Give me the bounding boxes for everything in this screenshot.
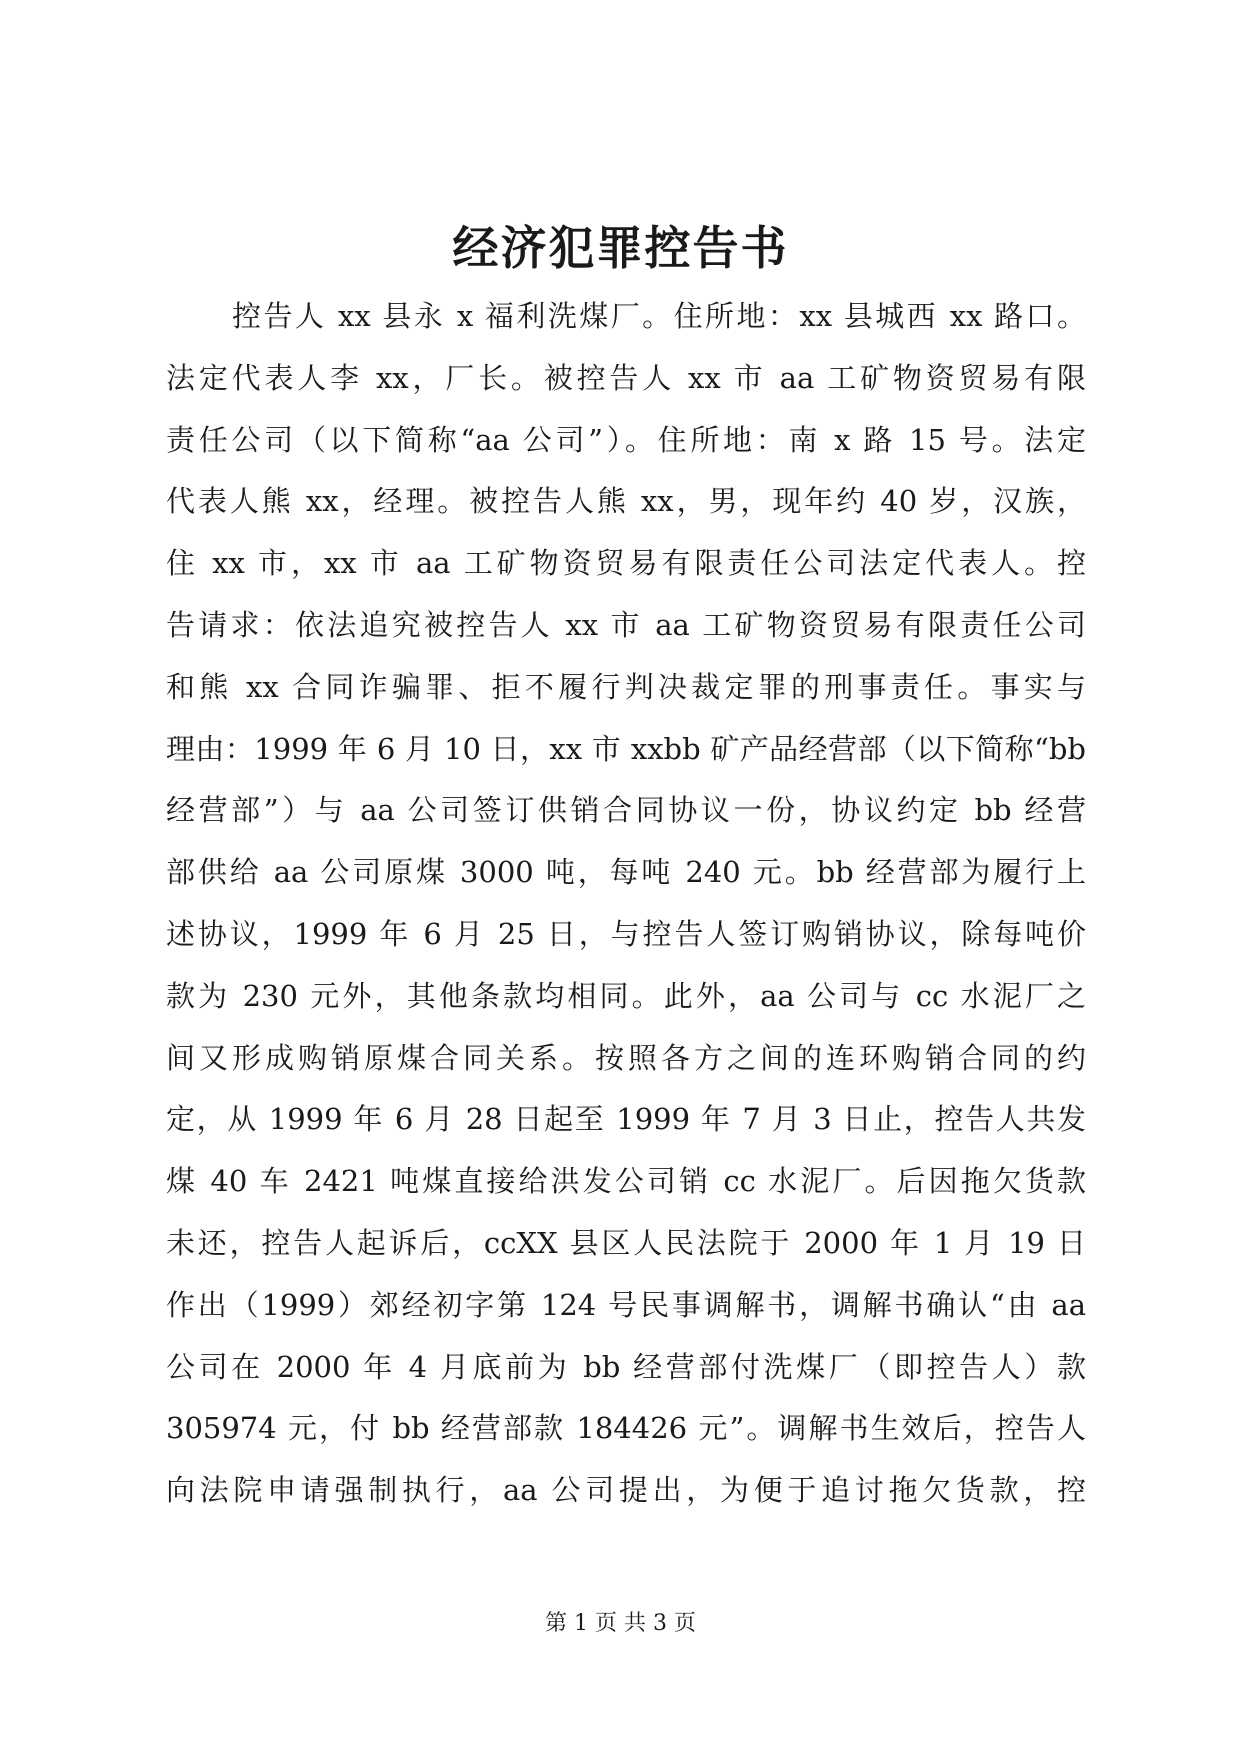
body-line: 定，从 1999 年 6 月 28 日起至 1999 年 7 月 3 日止，控告人共发	[166, 1102, 1086, 1137]
body-line: 理由：1999 年 6 月 10 日，xx 市 xxbb 矿产品经营部（以下简称“bb	[166, 731, 1086, 766]
body-line: 经营部”）与 aa 公司签订供销合同协议一份，协议约定 bb 经营	[166, 793, 1086, 828]
body-line: 间又形成购销原煤合同关系。按照各方之间的连环购销合同的约	[166, 1040, 1086, 1075]
body-line: 未还，控告人起诉后，ccXX 县区人民法院于 2000 年 1 月 19 日	[166, 1225, 1086, 1260]
body-line: 代表人熊 xx，经理。被控告人熊 xx，男，现年约 40 岁，汉族，	[166, 484, 1086, 519]
body-line: 作出（1999）郊经初字第 124 号民事调解书，调解书确认“由 aa	[166, 1287, 1086, 1322]
body-line: 公司在 2000 年 4 月底前为 bb 经营部付洗煤厂（即控告人）款	[166, 1349, 1086, 1384]
body-line: 述协议，1999 年 6 月 25 日，与控告人签订购销协议，除每吨价	[166, 916, 1086, 951]
document-body	[166, 285, 1086, 1521]
body-line: 部供给 aa 公司原煤 3000 吨，每吨 240 元。bb 经营部为履行上	[166, 855, 1086, 890]
body-line: 向法院申请强制执行，aa 公司提出，为便于追讨拖欠货款，控	[166, 1473, 1086, 1508]
page-footer: 第 1 页 共 3 页	[545, 1611, 696, 1636]
document-title: 经济犯罪控告书	[452, 221, 789, 275]
body-line: 控告人 xx 县永 x 福利洗煤厂。住所地：xx 县城西 xx 路口。	[232, 299, 1086, 333]
body-line: 305974 元，付 bb 经营部款 184426 元”。调解书生效后，控告人	[166, 1411, 1086, 1446]
body-line: 和熊 xx 合同诈骗罪、拒不履行判决裁定罪的刑事责任。事实与	[166, 669, 1086, 704]
body-line: 煤 40 车 2421 吨煤直接给洪发公司销 cc 水泥厂。后因拖欠货款	[166, 1164, 1086, 1199]
body-line: 法定代表人李 xx，厂长。被控告人 xx 市 aa 工矿物资贸易有限	[166, 360, 1086, 395]
body-line: 住 xx 市，xx 市 aa 工矿物资贸易有限责任公司法定代表人。控	[166, 546, 1086, 581]
body-line: 告请求：依法追究被控告人 xx 市 aa 工矿物资贸易有限责任公司	[166, 607, 1086, 642]
body-line: 款为 230 元外，其他条款均相同。此外，aa 公司与 cc 水泥厂之	[166, 978, 1086, 1013]
body-line: 责任公司（以下简称“aa 公司”）。住所地：南 x 路 15 号。法定	[166, 422, 1086, 457]
